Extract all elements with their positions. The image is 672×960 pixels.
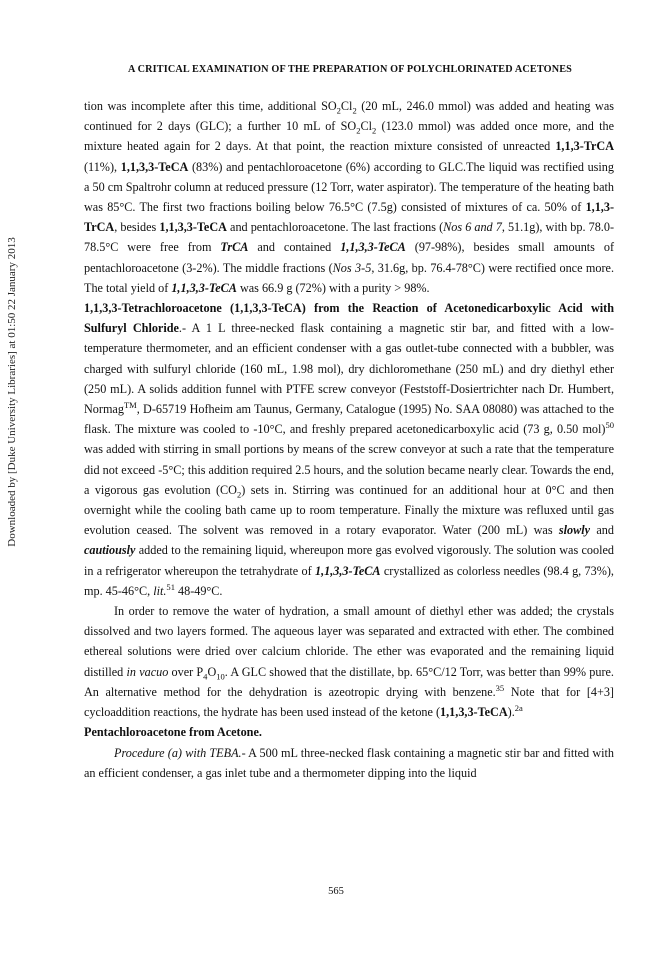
- text-run-i: Nos 3-5: [332, 260, 372, 275]
- text-run-sub: 2: [371, 125, 377, 136]
- text-run-i: in vacuo: [126, 664, 169, 679]
- section-heading-pentachloroacetone: [84, 722, 614, 742]
- text-run-bi: 1,1,3,3-TeCA: [171, 280, 237, 295]
- text-run-sup: TM: [123, 399, 137, 410]
- text-run-sub: 2: [352, 105, 357, 116]
- text-run-bi: 1,1,3,3-TeCA: [340, 240, 406, 255]
- running-head: A CRITICAL EXAMINATION OF THE PREPARATION OF POLYCHLORINATED ACETONES: [128, 64, 572, 75]
- text-run-b: 1,1,3-TrCA: [84, 200, 614, 235]
- text-run-sub: 2: [236, 489, 242, 500]
- paragraph-3: In order to remove the water of hydration, a small amount of diethyl ether was added; the crystals dissolved and two layers formed. The aqueous layer was separated and extracted with ether. The combined ethereal solutions were dried over calcium chloride. The ether was evaporated and the remaining liquid distilled in vacuo over $P_4O_{10}$. A GLC showed that the distillate, bp. 65°C/12 Torr, was better than 99% pure. An alternative method for the dehydration is azeotropic drying with benzene.$^{35}$ Note that for [4+3] cycloaddition reactions, the hydrate has been used instead of the ketone (1,1,3,3-TeCA).$^{2a}$: [84, 604, 614, 720]
- paragraph-2-section-tetrachloroacetone: 1,1,3,3-Tetrachloroacetone (1,1,3,3-TeCA) from the Reaction of Acetonedicarboxylic Acid with Sulfuryl Chloride.- A 1 L three-necked flask containing a magnetic stir bar, and fitted with a low-temperature thermometer, and an efficient condenser with a gas outlet-tube connected with a bubbler, was charged with sulfuryl chloride (160 mL, 1.98 mol), dry dichloromethane (250 mL) and dry diethyl ether (250 mL). A solids addition funnel with PTFE screw conveyor (Feststoff-Dosiertrichter nach Dr. Humbert, Normag™, D-65719 Hofheim am Taunus, Germany, Catalogue (1995) No. SAA 08080) was attached to the flask. The mixture was cooled to -10°C, and freshly prepared acetonedicarboxylic acid (73 g, 0.50 mol)$^{50}$ was added with stirring in small portions by means of the screw conveyor at such a rate that the temperature did not exceed -5°C; this addition required 2.5 hours, and the solution became nearly clear. Towards the end, a vigorous gas evolution $(CO_2)$ sets in. Stirring was continued for an additional hour at 0°C and then overnight while the cooling bath came up to room temperature. Finally the mixture was refluxed until gas evolution ceased. The solvent was removed in a rotary evaporator. Water (200 mL) was slowly and cautiously added to the remaining liquid, whereupon more gas evolved vigorously. The solution was cooled in a refrigerator whereupon the tetrahydrate of 1,1,3,3-TeCA crystallized as colorless needles (98.4 g, 73%), mp. 45-46°C, lit.$^{51}$ 48-49°C.: [84, 301, 614, 598]
- text-run-sup: 50: [605, 420, 614, 431]
- text-run-b: 1,1,3,3-TeCA: [440, 705, 508, 720]
- text-run-b: 1,1,3,3-Tetrachloroacetone (1,1,3,3-TeCA) from the Reaction of Acetonedicarboxylic Acid with Sulfuryl Chloride: [84, 301, 614, 336]
- text-run-bi: slowly: [558, 523, 591, 538]
- page-number: 565: [328, 886, 344, 897]
- paragraph-5: Procedure (a) with TEBA.- A 500 mL three-necked flask containing a magnetic stir bar and fitted with an efficient condenser, a gas inlet tube and a thermometer dipping into the liquid: [84, 745, 614, 780]
- text-run-i: Procedure (a) with TEBA.: [114, 745, 242, 760]
- text-run-bi: cautiously: [84, 543, 136, 558]
- text-run-sup: 2a: [514, 703, 523, 714]
- text-run-sup: 51: [166, 581, 175, 592]
- text-run-b: 1,1,3,3-TeCA: [159, 220, 227, 235]
- text-run-bi: TrCA: [220, 240, 249, 255]
- text-run-i: Nos 6 and 7: [443, 220, 502, 235]
- text-run-b: 1,1,3-TrCA: [555, 139, 614, 154]
- paragraph-1: tion was incomplete after this time, additional $SO_2Cl_2$ (20 mL, 246.0 mmol) was added and heating was continued for 2 days (GLC); a further 10 mL of $SO_2Cl_2$ (123.0 mmol) was added once more, and the mixture heated again for 2 days. At that point, the reaction mixture consisted of unreacted 1,1,3-TrCA (11%), 1,1,3,3-TeCA (83%) and pentachloroacetone (6%) according to GLC.The liquid was rectified using a 50 cm Spaltrohr column at reduced pressure (12 Torr, water aspirator). The temperature of the heating bath was 85°C. The first two fractions boiling below 76.5°C (7.5g) consisted of mixtures of ca. 50% of 1,1,3-TrCA, besides 1,1,3,3-TeCA and pentachloroacetone. The last fractions (Nos 6 and 7, 51.1g), with bp. 78.0-78.5°C were free from TrCA and contained 1,1,3,3-TeCA (97-98%), besides small amounts of pentachloroacetone (3-2%). The middle fractions (Nos 3-5, 31.6g, bp. 76.4-78°C) were rectified once more. The total yield of 1,1,3,3-TeCA was 66.9 g (72%) with a purity > 98%.: [84, 99, 615, 295]
- download-watermark-text: Downloaded by [Duke University Libraries] at 01:50 22 January 2013: [6, 237, 18, 547]
- text-run-sup: 35: [495, 682, 505, 693]
- body-text: [84, 96, 614, 783]
- text-run-b: 1,1,3,3-TeCA: [120, 159, 189, 174]
- text-run-sub: 2: [336, 105, 341, 116]
- text-run-i: lit.: [153, 583, 167, 598]
- text-run-bi: 1,1,3,3-TeCA: [315, 563, 381, 578]
- text-run-sub: 10: [216, 671, 225, 682]
- text-run-b: Pentachloroacetone from Acetone.: [84, 725, 262, 740]
- text-run-sub: 4: [203, 671, 208, 682]
- text-run-sub: 2: [356, 125, 361, 136]
